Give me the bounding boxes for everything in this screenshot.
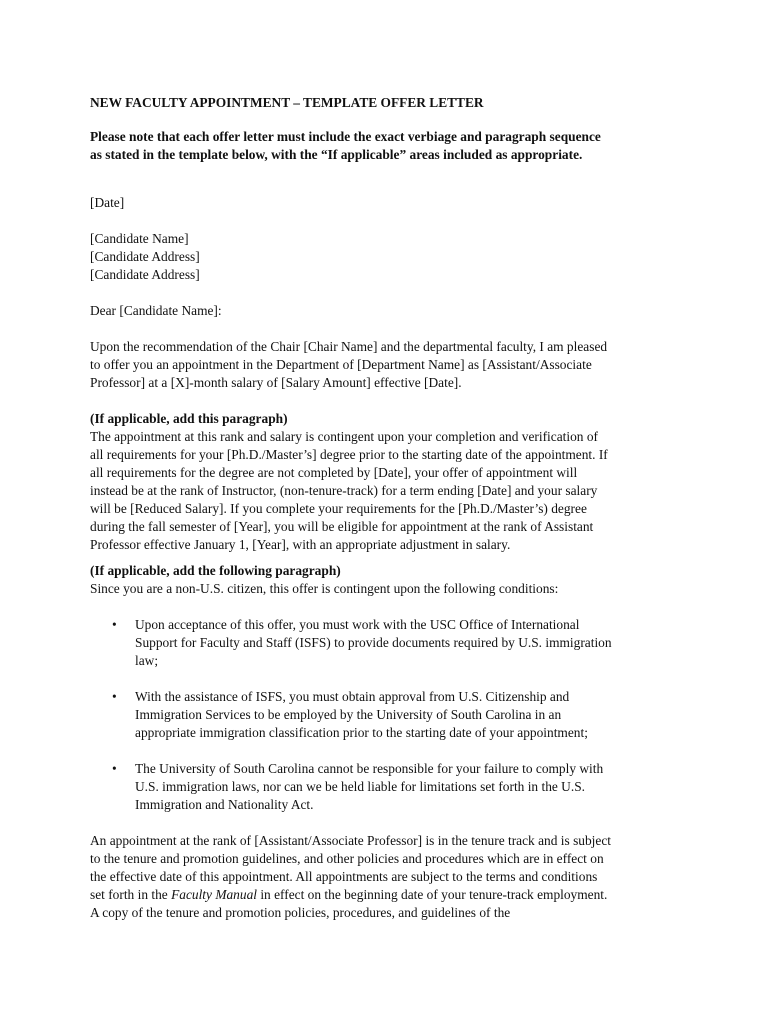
- bullet-icon: •: [112, 689, 117, 704]
- letter-date: [Date]: [90, 195, 125, 210]
- paragraph-line: [90, 886, 708, 904]
- bullet-icon: •: [112, 617, 117, 632]
- list-item-line: With the assistance of ISFS, you must obtain approval from U.S. Citizenship and: [135, 689, 570, 704]
- list-item-line: Immigration and Nationality Act.: [135, 797, 314, 812]
- bullet-icon: •: [112, 761, 117, 776]
- list-item-line: Upon acceptance of this offer, you must work with the USC Office of International: [135, 617, 580, 632]
- instruction-note-line: as stated in the template below, with the “If applicable” areas included as appropriate.: [90, 147, 583, 162]
- paragraph-line: The appointment at this rank and salary is contingent upon your completion and verification of: [90, 429, 598, 444]
- paragraph-line: will be [Reduced Salary]. If you complete your requirements for the [Ph.D./Master’s) degree: [90, 501, 587, 516]
- list-item-line: The University of South Carolina cannot be responsible for your failure to comply with: [135, 761, 604, 776]
- list-item: [90, 760, 708, 814]
- list-item-line: Immigration Services to be employed by the University of South Carolina in an: [135, 707, 562, 722]
- address-line: [Candidate Address]: [90, 267, 200, 282]
- paragraph-line: Since you are a non-U.S. citizen, this offer is contingent upon the following conditions:: [90, 581, 559, 596]
- instruction-note: [90, 128, 708, 164]
- paragraph-line: Professor] at a [X]-month salary of [Salary Amount] effective [Date].: [90, 375, 462, 390]
- section-heading: (If applicable, add the following paragraph): [90, 563, 341, 578]
- document-title: NEW FACULTY APPOINTMENT – TEMPLATE OFFER LETTER: [90, 95, 484, 110]
- list-item-line: Support for Faculty and Staff (ISFS) to provide documents required by U.S. immigration: [135, 635, 612, 650]
- salutation: Dear [Candidate Name]:: [90, 303, 222, 318]
- contingent-degree-section: [90, 410, 708, 554]
- paragraph-line: during the fall semester of [Year], you will be eligible for appointment at the rank of Assistant: [90, 519, 594, 534]
- paragraph-line: Professor effective January 1, [Year], with an appropriate adjustment in salary.: [90, 537, 511, 552]
- intro-paragraph: [90, 338, 708, 392]
- non-citizen-section: [90, 562, 708, 814]
- paragraph-line: An appointment at the rank of [Assistant/Associate Professor] is in the tenure track and is subject: [90, 833, 611, 848]
- conditions-list: [90, 616, 708, 814]
- address-line: [Candidate Name]: [90, 231, 189, 246]
- paragraph-line: to offer you an appointment in the Department of [Department Name] as [Assistant/Associate: [90, 357, 592, 372]
- faculty-manual-title: Faculty Manual: [171, 887, 257, 902]
- list-item-line: law;: [135, 653, 159, 668]
- paragraph-line: all requirements for the degree are not completed by [Date], your offer of appointment will: [90, 465, 578, 480]
- paragraph-line: all requirements for your [Ph.D./Master’s] degree prior to the starting date of the appointment. If: [90, 447, 608, 462]
- paragraph-line: the effective date of this appointment. All appointments are subject to the terms and conditions: [90, 869, 598, 884]
- list-item: [90, 616, 708, 670]
- list-item: [90, 688, 708, 742]
- text-segment: in effect on the beginning date of your tenure-track employment.: [256, 887, 608, 902]
- tenure-paragraph: [90, 832, 708, 922]
- instruction-note-line: Please note that each offer letter must include the exact verbiage and paragraph sequence: [90, 129, 601, 144]
- paragraph-line: A copy of the tenure and promotion policies, procedures, and guidelines of the: [90, 905, 511, 920]
- list-item-line: appropriate immigration classification prior to the starting date of your appointment;: [135, 725, 588, 740]
- text-segment: set forth in the: [90, 887, 172, 902]
- section-heading: (If applicable, add this paragraph): [90, 411, 288, 426]
- paragraph-line: Upon the recommendation of the Chair [Chair Name] and the departmental faculty, I am pleased: [90, 339, 608, 354]
- address-line: [Candidate Address]: [90, 249, 200, 264]
- paragraph-line: instead be at the rank of Instructor, (non-tenure-track) for a term ending [Date] and your salary: [90, 483, 598, 498]
- candidate-address: [90, 230, 708, 284]
- paragraph-line: to the tenure and promotion guidelines, and other policies and procedures which are in effect on: [90, 851, 604, 866]
- list-item-line: U.S. immigration laws, nor can we be held liable for limitations set forth in the U.S.: [135, 779, 585, 794]
